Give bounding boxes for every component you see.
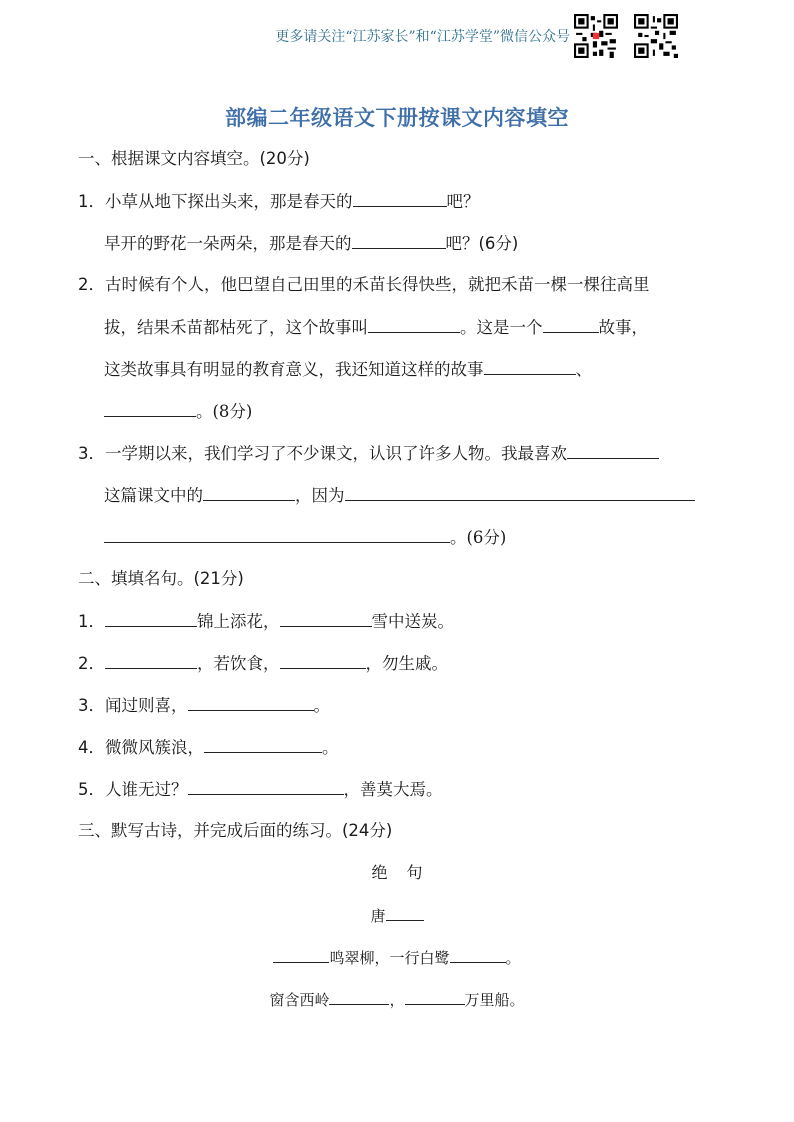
question-text: 1．小草从地下探出头来，那是春天的 [78,192,353,211]
question-text: 雪中送炭。 [371,612,454,631]
question-text: 吧？(6分) [445,234,519,253]
answer-blank[interactable] [188,778,344,795]
poem-text: 窗含西岭 [269,991,330,1009]
question-text: 3．闻过则喜， [78,696,188,715]
question-text: 。 [313,696,330,715]
question-text: ，若饮食， [197,654,280,673]
poem-text: 。 [505,949,521,967]
question-text: 4．微微风簇浪， [78,738,204,757]
answer-blank[interactable] [280,652,366,669]
answer-blank[interactable] [368,316,460,333]
answer-blank[interactable] [204,736,322,753]
answer-blank[interactable] [280,610,372,627]
question-text: 1． [78,612,105,631]
question-text: 。(6分) [450,528,507,547]
page-title: 部编二年级语文下册按课文内容填空 [225,106,569,130]
answer-blank[interactable] [352,232,446,249]
author-blank[interactable] [386,904,424,921]
answer-blank[interactable] [188,694,314,711]
question-text: ，善莫大焉。 [343,780,443,799]
quote-question-4 [78,736,339,759]
poem-text: 鸣翠柳，一行白鹭 [329,949,450,967]
question-text: 吧？ [446,192,480,211]
question-text: 这类故事具有明显的教育意义，我还知道这样的故事 [104,360,484,379]
answer-blank[interactable] [567,442,659,459]
question-text: 。 [322,738,339,757]
answer-blank[interactable] [105,610,197,627]
poem-dynasty-line [0,904,794,927]
question-text: 这篇课文中的 [104,486,203,505]
question-text: 、 [575,360,592,379]
quote-question-1 [78,610,454,633]
answer-blank[interactable] [104,526,450,543]
answer-blank[interactable] [104,400,196,417]
question-1-2-line-2 [104,316,648,339]
question-1-3-line-3 [104,526,506,549]
section-heading-2: 二、填填名句。(21分) [78,569,244,588]
question-text: ，因为 [295,486,345,505]
question-text: ，勿生戚。 [365,654,448,673]
answer-blank[interactable] [203,484,295,501]
question-text: 故事， [598,318,648,337]
question-text: 拔，结果禾苗都枯死了，这个故事叫 [104,318,368,337]
section-heading-1: 一、根据课文内容填空。(20分) [78,149,310,168]
qr-code-icon [634,14,678,58]
section-heading-3: 三、默写古诗，并完成后面的练习。(24分) [78,821,393,840]
question-text: 锦上添花， [197,612,280,631]
answer-blank[interactable] [484,358,576,375]
answer-blank[interactable] [273,946,329,963]
question-1-1-line-2 [104,232,518,255]
poem-title: 绝 句 [371,863,423,882]
question-text: 5．人谁无过？ [78,780,188,799]
question-1-3-line-2 [104,484,695,507]
answer-blank[interactable] [329,988,389,1005]
header-promo-text: 更多请关注“江苏家长”和“江苏学堂”微信公众号 [275,29,570,45]
question-text: 3．一学期以来，我们学习了不少课文，认识了许多人物。我最喜欢 [78,444,567,463]
poem-text: 万里船。 [464,991,525,1009]
poem-text: ， [389,991,405,1009]
answer-blank[interactable] [543,316,599,333]
question-1-2-line-4 [104,400,252,423]
answer-blank[interactable] [345,484,695,501]
question-1-2-line-1: 2．古时候有个人，他巴望自己田里的禾苗长得快些，就把禾苗一棵一棵往高里 [78,275,650,294]
quote-question-5 [78,778,443,801]
qr-code-icon [574,14,618,58]
question-text: 。这是一个 [460,318,543,337]
question-text: 2． [78,654,105,673]
question-text: 早开的野花一朵两朵，那是春天的 [104,234,352,253]
quote-question-3 [78,694,330,717]
answer-blank[interactable] [450,946,506,963]
question-1-1-line-1 [78,190,480,213]
answer-blank[interactable] [405,988,465,1005]
quote-question-2 [78,652,448,675]
question-text: 。(8分) [196,402,253,421]
answer-blank[interactable] [353,190,447,207]
answer-blank[interactable] [105,652,197,669]
question-1-3-line-1 [78,442,659,465]
poem-line-1 [0,946,794,969]
question-1-2-line-3 [104,358,592,381]
poem-line-2 [0,988,794,1011]
poem-dynasty: 唐 [370,907,386,925]
